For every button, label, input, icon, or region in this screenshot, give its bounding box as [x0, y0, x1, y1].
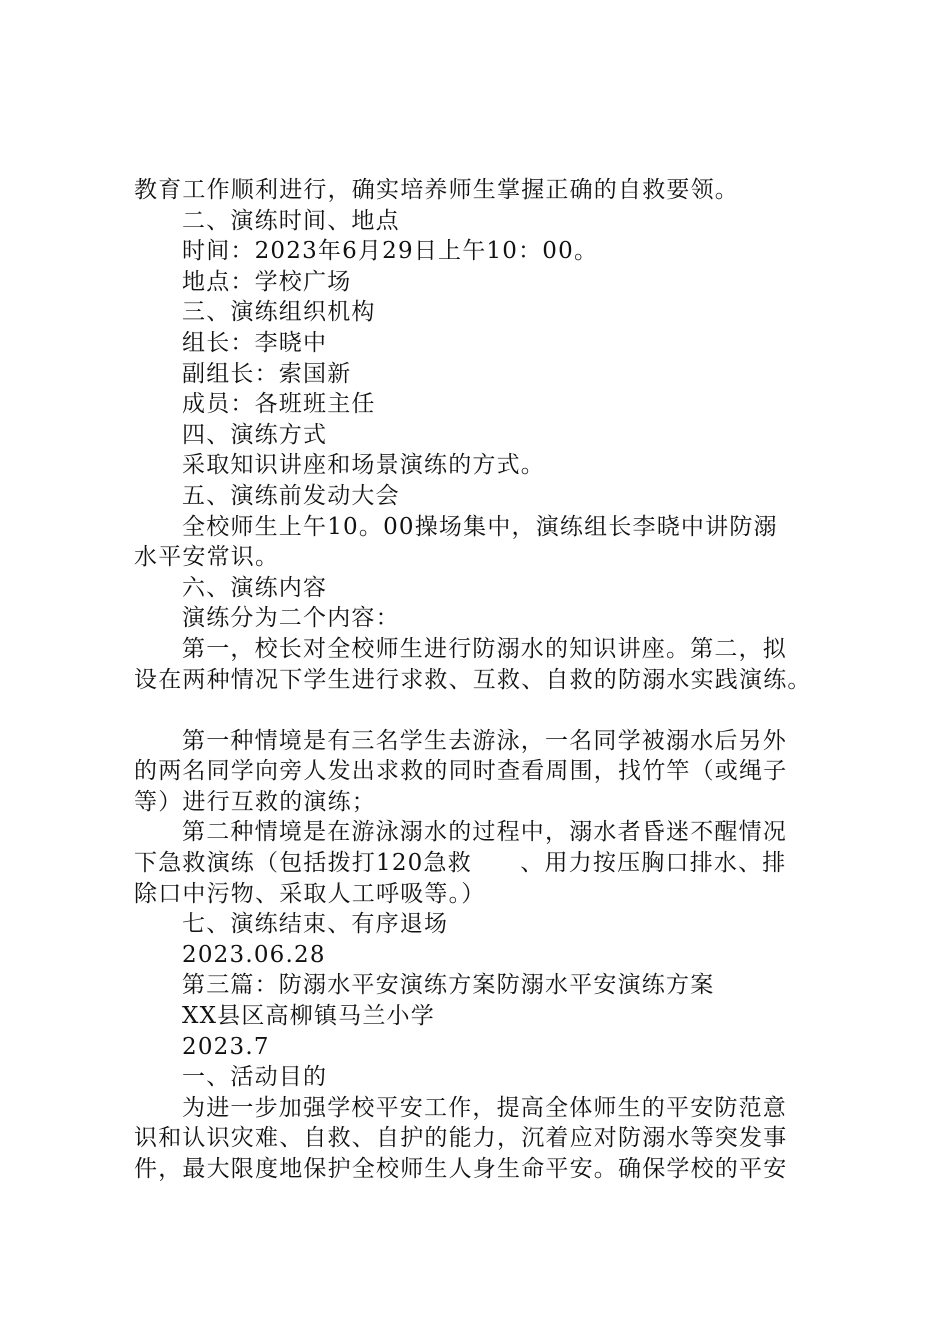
date-line: 2023.06.28 — [182, 941, 326, 968]
paragraph-line: 教育工作顺利进行，确实培养师生掌握正确的自救要领。 — [134, 177, 739, 203]
date-line: 2023.7 — [182, 1033, 270, 1060]
paragraph-line: 成员：各班班主任 — [182, 391, 376, 418]
paragraph-line: 副组长：索国新 — [182, 360, 352, 387]
paragraph-line: 水平安常识。 — [134, 544, 280, 571]
section-heading: 二、演练时间、地点 — [182, 207, 400, 234]
paragraph-line: 全校师生上午10。00操场集中，演练组长李晓中讲防溺 — [182, 513, 778, 540]
paragraph-line: 识和认识灾难、自救、自护的能力，沉着应对防溺水等突发事 — [134, 1125, 788, 1152]
paragraph-line: 演练分为二个内容： — [182, 605, 400, 632]
section-heading: 四、演练方式 — [182, 421, 328, 448]
paragraph-line: 件，最大限度地保护全校师生人身生命平安。确保学校的平安 — [134, 1156, 788, 1182]
paragraph-line: 为进一步加强学校平安工作，提高全体师生的平安防范意 — [182, 1094, 787, 1121]
paragraph-line: 除口中污物、采取人工呼吸等。） — [134, 880, 486, 907]
document-body — [134, 175, 846, 1185]
school-name: XX县区高柳镇马兰小学 — [182, 1003, 435, 1030]
paragraph-line: 时间：2023年6月29日上午10：00。 — [182, 238, 599, 265]
paragraph-line: 第一种情境是有三名学生去游泳，一名同学被溺水后另外 — [182, 727, 787, 754]
paragraph-line: 地点：学校广场 — [182, 268, 352, 295]
paragraph-line: 采取知识讲座和场景演练的方式。 — [182, 452, 545, 479]
section-heading: 五、演练前发动大会 — [182, 482, 400, 509]
section-heading: 七、演练结束、有序退场 — [182, 911, 449, 938]
section-heading: 一、活动目的 — [182, 1064, 328, 1091]
paragraph-line: 下急救演练（包括拨打120急救 、用力按压胸口排水、排 — [134, 850, 787, 877]
paragraph-line: 等）进行互救的演练； — [134, 788, 376, 815]
section-heading: 三、演练组织机构 — [182, 299, 376, 326]
blank-line — [134, 695, 846, 726]
paragraph-line: 的两名同学向旁人发出求救的同时查看周围，找竹竿（或绳子 — [134, 758, 788, 785]
paragraph-line: 第二种情境是在游泳溺水的过程中，溺水者昏迷不醒情况 — [182, 819, 787, 846]
paragraph-line: 设在两种情况下学生进行求救、互救、自救的防溺水实践演练。 — [134, 666, 812, 693]
paragraph-line: 第一，校长对全校师生进行防溺水的知识讲座。第二，拟 — [182, 635, 787, 662]
paragraph-line: 组长：李晓中 — [182, 329, 328, 356]
chapter-title: 第三篇：防溺水平安演练方案防溺水平安演练方案 — [182, 972, 715, 999]
section-heading: 六、演练内容 — [182, 574, 328, 601]
